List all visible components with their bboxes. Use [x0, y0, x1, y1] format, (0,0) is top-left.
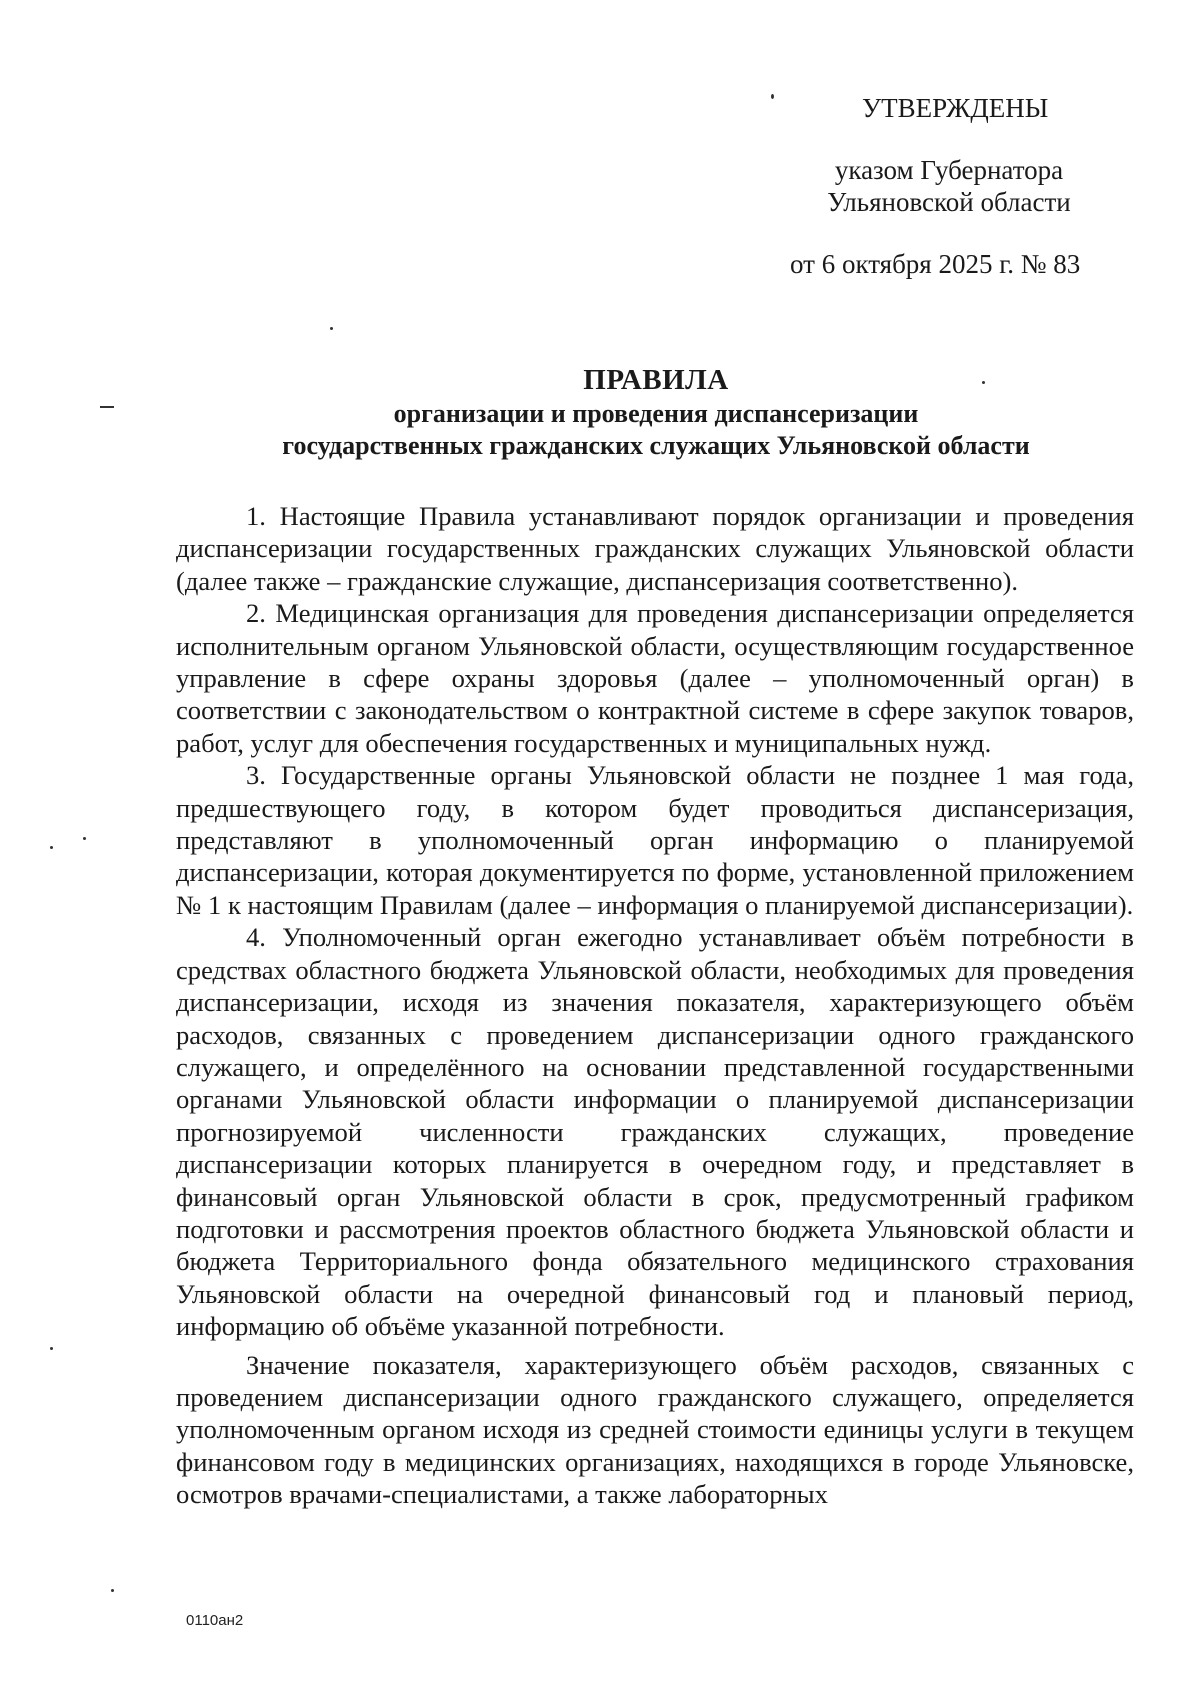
scan-speck — [50, 1347, 53, 1350]
approval-block — [790, 92, 1138, 280]
paragraph-1: 1. Настоящие Правила устанавливают порядок организации и проведения диспансеризации государственных гражданских служащих Ульяновской области (далее также – гражданские служащие, диспансеризация соответственно). — [176, 501, 1134, 596]
approval-authority-line: указом Губернатора — [834, 155, 1064, 185]
title-subtitle-line: государственных гражданских служащих Ульяновской области — [282, 431, 1030, 460]
approval-authority — [804, 154, 1094, 218]
approval-authority-line: Ульяновской области — [827, 187, 1071, 217]
scan-speck — [111, 1589, 114, 1592]
paragraph-3: 3. Государственные органы Ульяновской области не позднее 1 мая года, предшествующего году, в котором будет проводиться диспансеризация, представляют в уполномоченный орган информацию о планируемой диспансеризации, которая документируется по форме, установленной приложением № 1 к настоящим Правилам (далее – информация о планируемой диспансеризации). — [176, 760, 1134, 920]
paragraph-4: 4. Уполномоченный орган ежегодно устанавливает объём потребности в средствах областного бюджета Ульяновской области, необходимых для проведения диспансеризации, исходя из значения показателя, характеризующего объём расходов, связанных с проведением диспансеризации одного гражданского служащего, и определённого на основании представленной государственными органами Ульяновской области информации о планируемой диспансеризации прогнозируемой численности гражданских служащих, проведение диспансеризации которых планируется в очередном году, и представляет в финансовый орган Ульяновской области в срок, предусмотренный графиком подготовки и рассмотрения проектов областного бюджета Ульяновской области и бюджета Территориального фонда обязательного медицинского страхования Ульяновской области на очередной финансовый год и плановый период, информацию об объёме указанной потребности. — [176, 922, 1134, 1342]
paragraph-2: 2. Медицинская организация для проведения диспансеризации определяется исполнительным органом Ульяновской области, осуществляющим государственное управление в сфере охраны здоровья (далее – уполномоченный орган) в соответствии с законодательством о контрактной системе в сфере закупок товаров, работ, услуг для обеспечения государственных и муниципальных нужд. — [176, 598, 1134, 758]
approval-date: от 6 октября 2025 г. № 83 — [790, 249, 1081, 279]
scan-speck — [50, 846, 53, 849]
title-subtitle-line: организации и проведения диспансеризации — [393, 399, 919, 428]
scan-speck — [100, 406, 114, 408]
paragraph-5: Значение показателя, характеризующего объём расходов, связанных с проведением диспансеризации одного гражданского служащего, определяется уполномоченным органом исходя из средней стоимости единицы услуги в текущем финансовом году в медицинских организациях, находящихся в городе Ульяновске, осмотров врачами-специалистами, а также лабораторных — [176, 1349, 1134, 1510]
footer-code: 0110ан2 — [186, 1612, 244, 1629]
scan-speck — [330, 327, 333, 330]
title-main: ПРАВИЛА — [583, 364, 729, 396]
document-body — [176, 500, 1134, 1511]
scan-speck — [771, 94, 774, 99]
scan-speck — [982, 381, 985, 384]
document-title — [176, 362, 1136, 462]
scan-speck — [83, 837, 86, 840]
approval-stamp: УТВЕРЖДЕНЫ — [862, 93, 1049, 123]
